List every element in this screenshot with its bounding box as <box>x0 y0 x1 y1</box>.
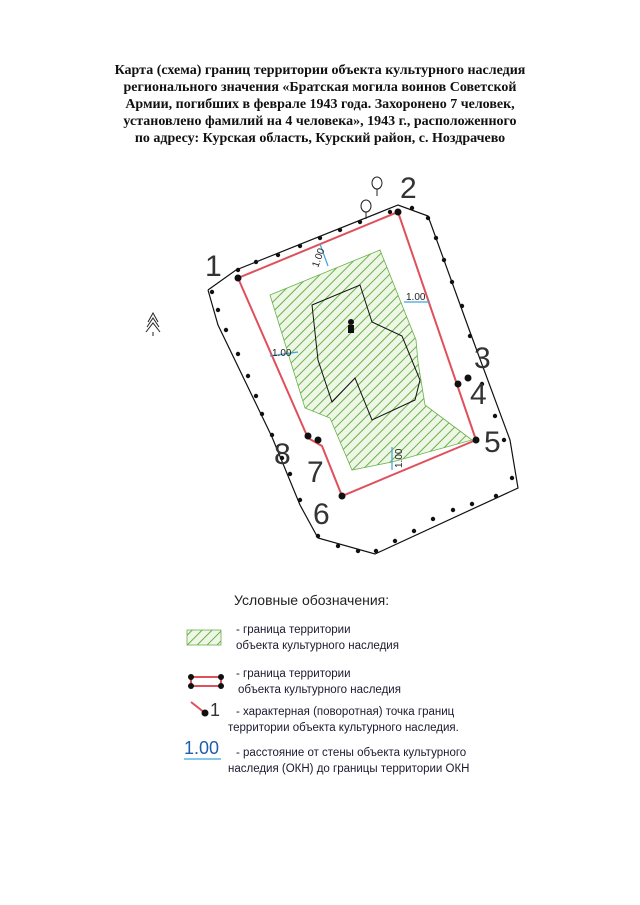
legend-text-line: - расстояние от стены объекта культурного <box>236 747 467 759</box>
legend-item-boundary <box>236 666 401 698</box>
distance-label: 1.00 <box>272 348 292 359</box>
legend-text-line: территории объекта культурного наследия. <box>228 722 459 734</box>
legend-item-point <box>228 704 459 736</box>
legend-hatch-swatch <box>187 630 221 645</box>
distance-label: 1.00 <box>310 246 328 270</box>
point-label-4: 4 <box>470 378 487 411</box>
point-label-6: 6 <box>313 498 330 531</box>
point-label-2: 2 <box>400 172 417 205</box>
legend-text-line: - характерная (поворотная) точка границ <box>236 706 455 718</box>
legend-text-line: объекта культурного наследия <box>238 684 401 696</box>
legend-item-hatch <box>236 622 399 654</box>
distance-label: 1.00 <box>406 292 426 303</box>
point-label-3: 3 <box>474 342 491 375</box>
title-line: по адресу: Курская область, Курский район, с. Ноздрачево <box>134 131 506 146</box>
legend-distance-number: 1.00 <box>184 738 220 758</box>
title-line: установлено фамилий на 4 человека», 1943 г., расположенного <box>123 114 517 129</box>
distance-label: 1.00 <box>394 448 405 468</box>
point-label-8: 8 <box>274 438 291 471</box>
legend-text-line: наследия (ОКН) до границы территории ОКН <box>228 763 470 775</box>
monument-icon <box>348 319 354 333</box>
territory-hatch-area <box>270 250 472 470</box>
legend-boundary-swatch <box>188 674 224 689</box>
tree-icon <box>372 177 382 196</box>
legend-text-line: - граница территории <box>236 668 351 680</box>
title-line: Карта (схема) границ территории объекта культурного наследия <box>114 63 526 78</box>
legend-title: Условные обозначения: <box>234 592 390 608</box>
title-line: регионального значения «Братская могила воинов Советской <box>123 80 517 95</box>
legend-point-swatch <box>191 702 209 717</box>
legend-text-line: объекта культурного наследия <box>236 640 399 652</box>
legend-point-number: 1 <box>210 700 221 720</box>
title-line: Армии, погибших в феврале 1943 года. Захоронено 7 человек, <box>125 97 515 112</box>
point-label-7: 7 <box>307 456 324 489</box>
conifer-icon <box>146 313 160 336</box>
legend-item-distance <box>228 745 470 777</box>
point-label-1: 1 <box>205 250 222 283</box>
point-label-5: 5 <box>484 426 501 459</box>
legend-text-line: - граница территории <box>236 624 351 636</box>
